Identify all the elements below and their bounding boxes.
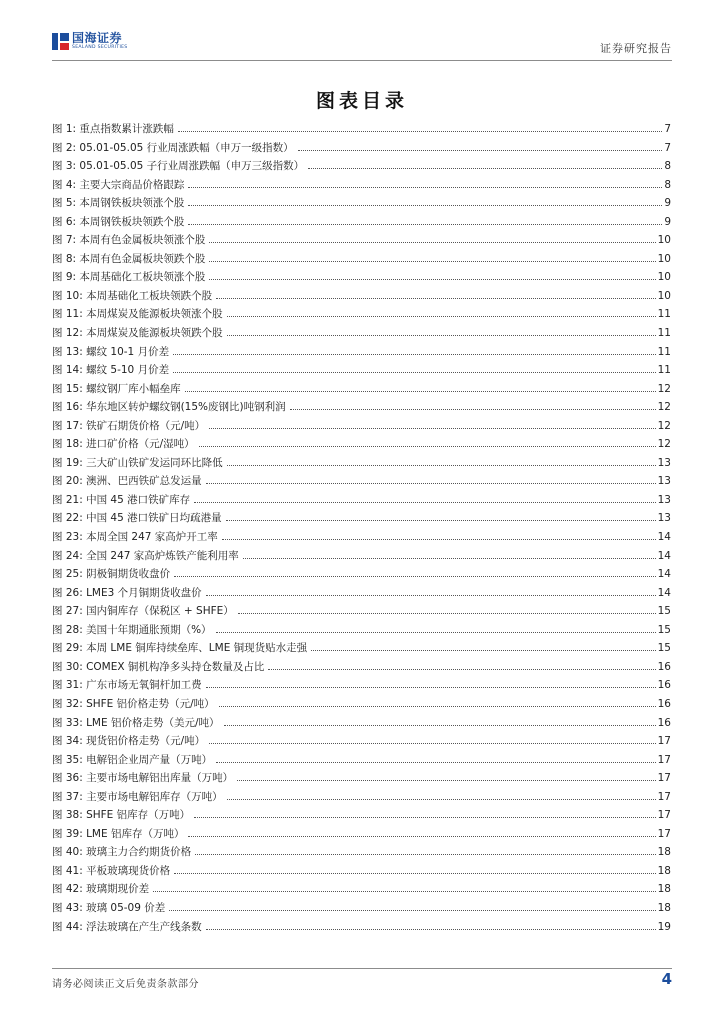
toc-entry[interactable] [52,195,671,214]
toc-entry-page: 14 [657,568,671,581]
toc-entry[interactable] [52,251,671,270]
toc-entry[interactable] [52,325,671,344]
toc-entry[interactable] [52,733,671,752]
toc-entry[interactable] [52,640,671,659]
toc-entry-label: 图 4: 主要大宗商品价格跟踪 [52,178,185,191]
toc-entry-label: 图 8: 本周有色金属板块领跌个股 [52,252,206,265]
toc-entry-page: 17 [657,753,671,766]
toc-dot-leader [224,725,656,726]
toc-entry[interactable] [52,770,671,789]
toc-dot-leader [174,576,656,577]
toc-entry-page: 12 [657,382,671,395]
toc-dot-leader [227,316,656,317]
toc-dot-leader [188,836,655,837]
toc-entry[interactable] [52,473,671,492]
logo-mark-icon [52,33,69,50]
toc-entry[interactable] [52,492,671,511]
toc-entry-page: 17 [657,809,671,822]
toc-dot-leader [173,354,656,355]
logo-english-name: SEALAND SECURITIES [72,45,128,50]
toc-entry-page: 17 [657,827,671,840]
toc-entry-page: 9 [664,197,671,210]
toc-dot-leader [199,446,656,447]
toc-dot-leader [290,409,656,410]
toc-entry-page: 19 [657,920,671,933]
toc-entry-label: 图 12: 本周煤炭及能源板块领跌个股 [52,327,223,340]
toc-entry-label: 图 20: 澳洲、巴西铁矿总发运量 [52,475,202,488]
toc-dot-leader [195,854,656,855]
toc-entry-page: 15 [657,642,671,655]
toc-entry[interactable] [52,177,671,196]
toc-entry-page: 15 [657,605,671,618]
toc-entry-label: 图 36: 主要市场电解铝出库量（万吨） [52,772,234,785]
toc-entry[interactable] [52,529,671,548]
footer-disclaimer: 请务必阅读正文后免责条款部分 [52,979,199,990]
toc-entry-page: 18 [657,846,671,859]
toc-entry-label: 图 31: 广东市场无氧铜杆加工费 [52,679,202,692]
toc-entry-label: 图 6: 本周钢铁板块领跌个股 [52,215,185,228]
toc-entry-label: 图 21: 中国 45 港口铁矿库存 [52,493,191,506]
toc-entry-page: 8 [664,160,671,173]
toc-entry[interactable] [52,455,671,474]
logo-chinese-name: 国海证券 [72,31,123,45]
toc-dot-leader [226,520,656,521]
toc-entry-page: 10 [657,252,671,265]
toc-entry-label: 图 30: COMEX 铜机构净多头持仓数量及占比 [52,660,265,673]
toc-entry-label: 图 17: 铁矿石期货价格（元/吨） [52,419,206,432]
toc-dot-leader [227,335,656,336]
toc-dot-leader [268,669,655,670]
toc-entry-label: 图 43: 玻璃 05-09 价差 [52,901,166,914]
toc-entry[interactable] [52,288,671,307]
toc-entry[interactable] [52,214,671,233]
toc-entry-label: 图 34: 现货铝价格走势（元/吨） [52,735,206,748]
toc-dot-leader [237,780,656,781]
toc-entry-label: 图 13: 螺纹 10-1 月价差 [52,345,170,358]
toc-dot-leader [188,205,662,206]
toc-dot-leader [206,595,656,596]
toc-entry-label: 图 44: 浮法玻璃在产生产线条数 [52,920,202,933]
toc-entry[interactable] [52,436,671,455]
toc-entry[interactable] [52,418,671,437]
toc-entry-page: 12 [657,419,671,432]
toc-entry[interactable] [52,826,671,845]
toc-entry-label: 图 5: 本周钢铁板块领涨个股 [52,197,185,210]
toc-entry-page: 14 [657,586,671,599]
toc-entry-label: 图 24: 全国 247 家高炉炼铁产能利用率 [52,549,239,562]
toc-entry[interactable] [52,881,671,900]
toc-entry-label: 图 27: 国内铜库存（保税区 + SHFE） [52,605,234,618]
toc-dot-leader [209,261,655,262]
toc-entry[interactable] [52,585,671,604]
toc-entry-label: 图 7: 本周有色金属板块领涨个股 [52,234,206,247]
toc-entry-label: 图 15: 螺纹钢厂库小幅垒库 [52,382,181,395]
toc-dot-leader [209,428,656,429]
footer-divider [52,968,672,969]
toc-entry-page: 10 [657,234,671,247]
toc-entry-page: 16 [657,679,671,692]
toc-dot-leader [206,483,656,484]
toc-entry-page: 13 [657,512,671,525]
toc-entry-page: 18 [657,864,671,877]
toc-entry[interactable] [52,306,671,325]
toc-entry[interactable] [52,510,671,529]
toc-entry-label: 图 41: 平板玻璃现货价格 [52,864,171,877]
toc-entry[interactable] [52,344,671,363]
toc-entry-label: 图 33: LME 铝价格走势（美元/吨） [52,716,220,729]
toc-dot-leader [169,910,655,911]
toc-entry-page: 13 [657,456,671,469]
toc-entry-label: 图 23: 本周全国 247 家高炉开工率 [52,531,218,544]
toc-entry-label: 图 11: 本周煤炭及能源板块领涨个股 [52,308,223,321]
toc-entry-label: 图 19: 三大矿山铁矿发运同环比降低 [52,456,223,469]
toc-dot-leader [174,873,656,874]
toc-dot-leader [188,224,662,225]
toc-dot-leader [222,539,656,540]
toc-dot-leader [188,187,662,188]
toc-dot-leader [216,762,656,763]
toc-entry-label: 图 40: 玻璃主力合约期货价格 [52,846,192,859]
toc-entry[interactable] [52,121,671,140]
toc-entry[interactable] [52,752,671,771]
toc-entry-page: 9 [664,215,671,228]
page-title: 图表目录 [315,90,408,112]
toc-entry-label: 图 22: 中国 45 港口铁矿日均疏港量 [52,512,222,525]
toc-entry-label: 图 37: 主要市场电解铝库存（万吨） [52,790,223,803]
toc-entry[interactable] [52,715,671,734]
toc-dot-leader [209,743,656,744]
toc-entry-page: 13 [657,475,671,488]
toc-entry[interactable] [52,381,671,400]
toc-dot-leader [209,242,655,243]
toc-entry[interactable] [52,919,671,938]
toc-entry-label: 图 16: 华东地区转炉螺纹钢(15%废钢比)吨钢利润 [52,401,286,414]
report-type-label: 证券研究报告 [600,42,672,55]
toc-entry[interactable] [52,566,671,585]
figure-index-list [52,121,671,937]
page-number: 4 [661,970,672,988]
toc-dot-leader [206,929,656,930]
toc-dot-leader [227,799,656,800]
toc-entry-page: 10 [657,271,671,284]
toc-entry-label: 图 3: 05.01-05.05 子行业周涨跌幅（申万三级指数） [52,160,305,173]
toc-dot-leader [216,298,656,299]
toc-entry[interactable] [52,696,671,715]
toc-entry[interactable] [52,622,671,641]
toc-entry-label: 图 25: 阴极铜期货收盘价 [52,568,171,581]
toc-dot-leader [308,168,662,169]
toc-entry-page: 7 [664,141,671,154]
company-logo [52,32,128,51]
toc-entry-label: 图 29: 本周 LME 铜库持续垒库、LME 铜现货贴水走强 [52,642,308,655]
toc-entry-page: 13 [657,493,671,506]
toc-dot-leader [311,650,655,651]
toc-entry-page: 14 [657,549,671,562]
toc-entry[interactable] [52,659,671,678]
toc-dot-leader [238,613,656,614]
toc-entry-page: 7 [664,123,671,135]
toc-entry-page: 18 [657,901,671,914]
header-divider [52,60,672,61]
toc-entry-page: 18 [657,883,671,896]
toc-dot-leader [194,817,655,818]
toc-entry-page: 17 [657,735,671,748]
toc-entry-label: 图 2: 05.01-05.05 行业周涨跌幅（申万一级指数） [52,141,294,154]
toc-entry[interactable] [52,900,671,919]
toc-entry-label: 图 28: 美国十年期通胀预期（%） [52,623,212,636]
toc-dot-leader [219,706,656,707]
toc-entry-label: 图 42: 玻璃期现价差 [52,883,150,896]
toc-entry-label: 图 14: 螺纹 5-10 月价差 [52,364,170,377]
toc-entry[interactable] [52,399,671,418]
toc-entry-page: 8 [664,178,671,191]
toc-entry-page: 12 [657,438,671,451]
toc-entry[interactable] [52,844,671,863]
toc-dot-leader [206,687,656,688]
toc-entry-page: 11 [657,345,671,358]
toc-entry-label: 图 1: 重点指数累计涨跌幅 [52,123,174,135]
toc-entry-label: 图 39: LME 铝库存（万吨） [52,827,185,840]
toc-dot-leader [298,150,663,151]
toc-dot-leader [185,391,656,392]
toc-dot-leader [173,372,656,373]
toc-entry-page: 17 [657,772,671,785]
toc-dot-leader [209,279,655,280]
toc-dot-leader [178,131,662,132]
toc-entry[interactable] [52,863,671,882]
toc-entry[interactable] [52,548,671,567]
toc-entry[interactable] [52,232,671,251]
toc-entry-label: 图 10: 本周基础化工板块领跌个股 [52,289,213,302]
toc-entry[interactable] [52,269,671,288]
toc-dot-leader [243,558,656,559]
toc-entry-page: 11 [657,327,671,340]
page-header [52,28,672,60]
toc-entry[interactable] [52,362,671,381]
toc-dot-leader [153,891,656,892]
toc-entry[interactable] [52,140,671,159]
toc-entry[interactable] [52,158,671,177]
toc-entry-label: 图 9: 本周基础化工板块领涨个股 [52,271,206,284]
toc-entry-page: 17 [657,790,671,803]
toc-entry-page: 14 [657,531,671,544]
toc-entry-page: 10 [657,289,671,302]
toc-entry-page: 16 [657,697,671,710]
toc-entry-label: 图 35: 电解铝企业周产量（万吨） [52,753,213,766]
toc-entry[interactable] [52,603,671,622]
toc-entry-page: 16 [657,660,671,673]
toc-entry-page: 16 [657,716,671,729]
toc-entry[interactable] [52,677,671,696]
toc-entry-page: 11 [657,364,671,377]
toc-entry-label: 图 32: SHFE 铝价格走势（元/吨） [52,697,215,710]
toc-entry-page: 12 [657,401,671,414]
toc-entry-label: 图 18: 进口矿价格（元/湿吨） [52,438,195,451]
toc-dot-leader [216,632,656,633]
toc-entry-page: 11 [657,308,671,321]
toc-dot-leader [194,502,656,503]
toc-entry[interactable] [52,789,671,808]
toc-entry[interactable] [52,807,671,826]
toc-dot-leader [227,465,656,466]
toc-entry-page: 15 [657,623,671,636]
toc-entry-label: 图 26: LME3 个月铜期货收盘价 [52,586,202,599]
toc-entry-label: 图 38: SHFE 铝库存（万吨） [52,809,191,822]
